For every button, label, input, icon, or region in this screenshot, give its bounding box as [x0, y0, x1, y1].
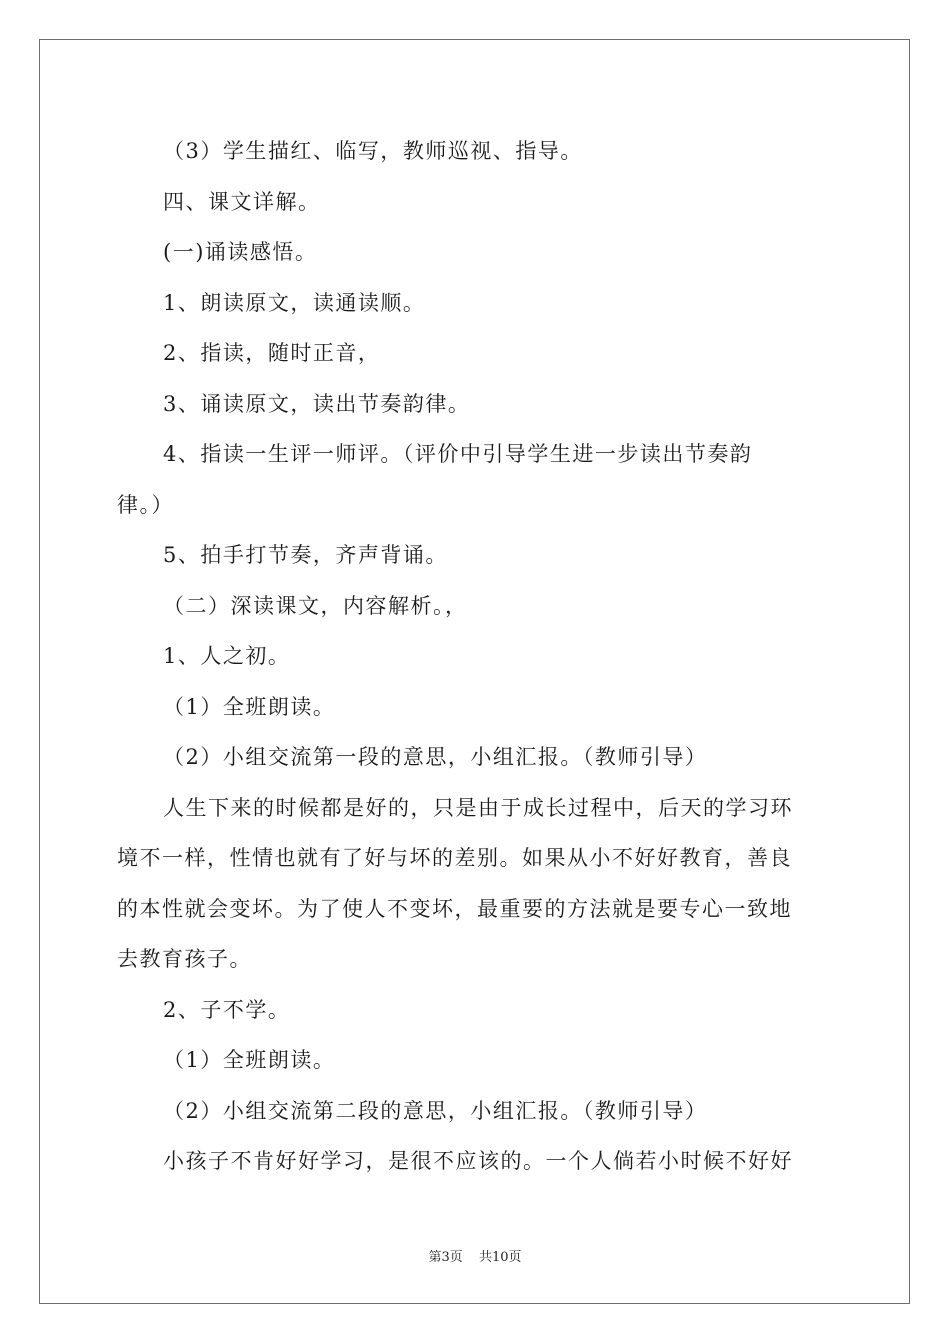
paragraph-line: 小孩子不肯好好学习，是很不应该的。一个人倘若小时候不好好: [163, 1149, 793, 1173]
subsection-heading: (一)诵读感悟。: [163, 240, 318, 264]
sub-list-item: （1）全班朗读。: [163, 1048, 336, 1072]
list-item: 1、朗读原文，读通读顺。: [163, 290, 426, 315]
sub-list-item: （1）全班朗读。: [163, 694, 336, 719]
list-item: 5、拍手打节奏，齐声背诵。: [163, 543, 448, 567]
page-number: 第3页: [428, 1250, 463, 1265]
subsection-heading: （二）深读课文，内容解析。，: [163, 593, 468, 618]
list-item: 3、诵读原文，读出节奏韵律。: [163, 391, 471, 416]
list-item: 1、人之初。: [163, 644, 291, 668]
page-footer: [0, 1246, 950, 1265]
document-body: [117, 126, 833, 1187]
paragraph-line: 境不一样，性情也就有了好与坏的差别。如果从小不好好教育，善良: [117, 846, 792, 870]
text-line: （3）学生描红、临写，教师巡视、指导。: [163, 139, 583, 163]
list-item: 2、子不学。: [163, 997, 291, 1022]
paragraph-line: 去教育孩子。: [117, 947, 252, 971]
sub-list-item: （2）小组交流第一段的意思，小组汇报。（教师引导）: [163, 745, 708, 769]
paragraph-line: 的本性就会变坏。为了使人不变坏，最重要的方法就是要专心一致地: [117, 896, 792, 921]
section-heading: 四、课文详解。: [163, 189, 321, 214]
list-item-continuation: 律。）: [117, 492, 174, 517]
list-item: 2、指读，随时正音，: [163, 341, 381, 365]
sub-list-item: （2）小组交流第二段的意思，小组汇报。（教师引导）: [163, 1098, 708, 1123]
page-total: 共10页: [478, 1250, 522, 1265]
paragraph-line: 人生下来的时候都是好的，只是由于成长过程中，后天的学习环: [163, 795, 793, 820]
list-item: 4、指读一生评一师评。（评价中引导学生进一步读出节奏韵: [163, 442, 753, 466]
